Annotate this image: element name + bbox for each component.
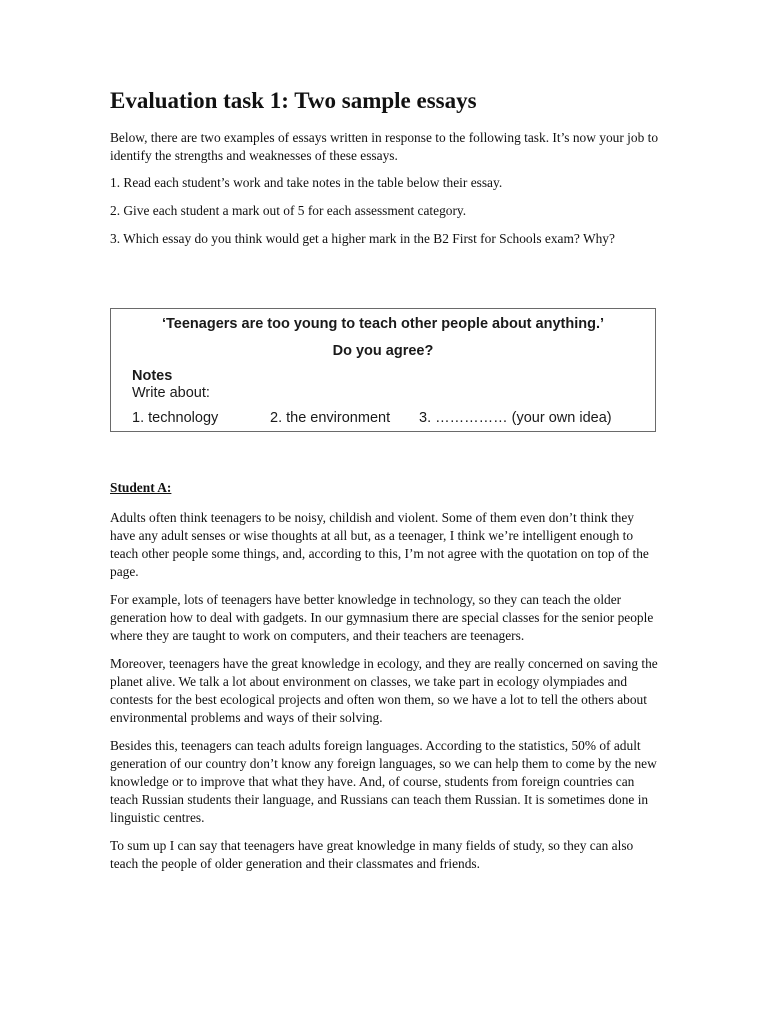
essay-paragraph: To sum up I can say that teenagers have great knowledge in many fields of study, so they can also teach the people of older generation and their classmates and friends. (110, 838, 634, 871)
essay-paragraph: Moreover, teenagers have the great knowledge in ecology, and they are really concerned on saving the planet alive. We talk a lot about environment on classes, we take part in ecology olympiades and contests for the best ecological projects and often won them, so we have a lot to tell the others about environmental problems and ways of their solving. (110, 656, 658, 725)
document-page (110, 84, 660, 871)
task-item-own-idea: 3. …………… (your own idea) (419, 410, 612, 426)
instruction-1: 1. Read each student’s work and take notes in the table below their essay. (110, 175, 503, 190)
write-about-label: Write about: (132, 385, 210, 401)
instruction-3: 3. Which essay do you think would get a higher mark in the B2 First for Schools exam? Why? (110, 231, 615, 246)
page-title: Evaluation task 1: Two sample essays (110, 88, 477, 113)
task-question: Do you agree? (332, 343, 434, 359)
essay-paragraph: Adults often think teenagers to be noisy, childish and violent. Some of them even don’t think they have any adult senses or wise thoughts at all but, as a teenager, I think we’re intelligent enough to teach other people some things, and, according to this, I’m not agree with the quotation on top of the page. (110, 510, 649, 579)
task-item-technology: 1. technology (132, 410, 219, 426)
essay-paragraph: For example, lots of teenagers have better knowledge in technology, so they can teach the older generation how to deal with gadgets. In our gymnasium there are special classes for the senior people where they are taught to work on computers, and their teachers are teenagers. (110, 592, 654, 643)
intro-paragraph: Below, there are two examples of essays written in response to the following task. It’s now your job to identify the strengths and weaknesses of these essays. (110, 130, 659, 163)
essay-paragraph: Besides this, teenagers can teach adults foreign languages. According to the statistics, 50% of adult generation of our country don’t know any foreign languages, so we can help them to come by the new knowledge or to improve that what they have. And, of course, students from foreign countries can teach Russian students their language, and Russians can teach them Russian. It is sometimes done in linguistic centres. (110, 738, 657, 825)
task-item-environment: 2. the environment (270, 410, 391, 426)
task-box (110, 308, 656, 432)
task-statement: ‘Teenagers are too young to teach other people about anything.’ (161, 316, 605, 332)
student-a-essay (110, 479, 660, 883)
task-items (132, 409, 612, 427)
notes-heading: Notes (132, 368, 173, 384)
instruction-2: 2. Give each student a mark out of 5 for each assessment category. (110, 203, 467, 218)
student-heading: Student A: (110, 480, 172, 495)
